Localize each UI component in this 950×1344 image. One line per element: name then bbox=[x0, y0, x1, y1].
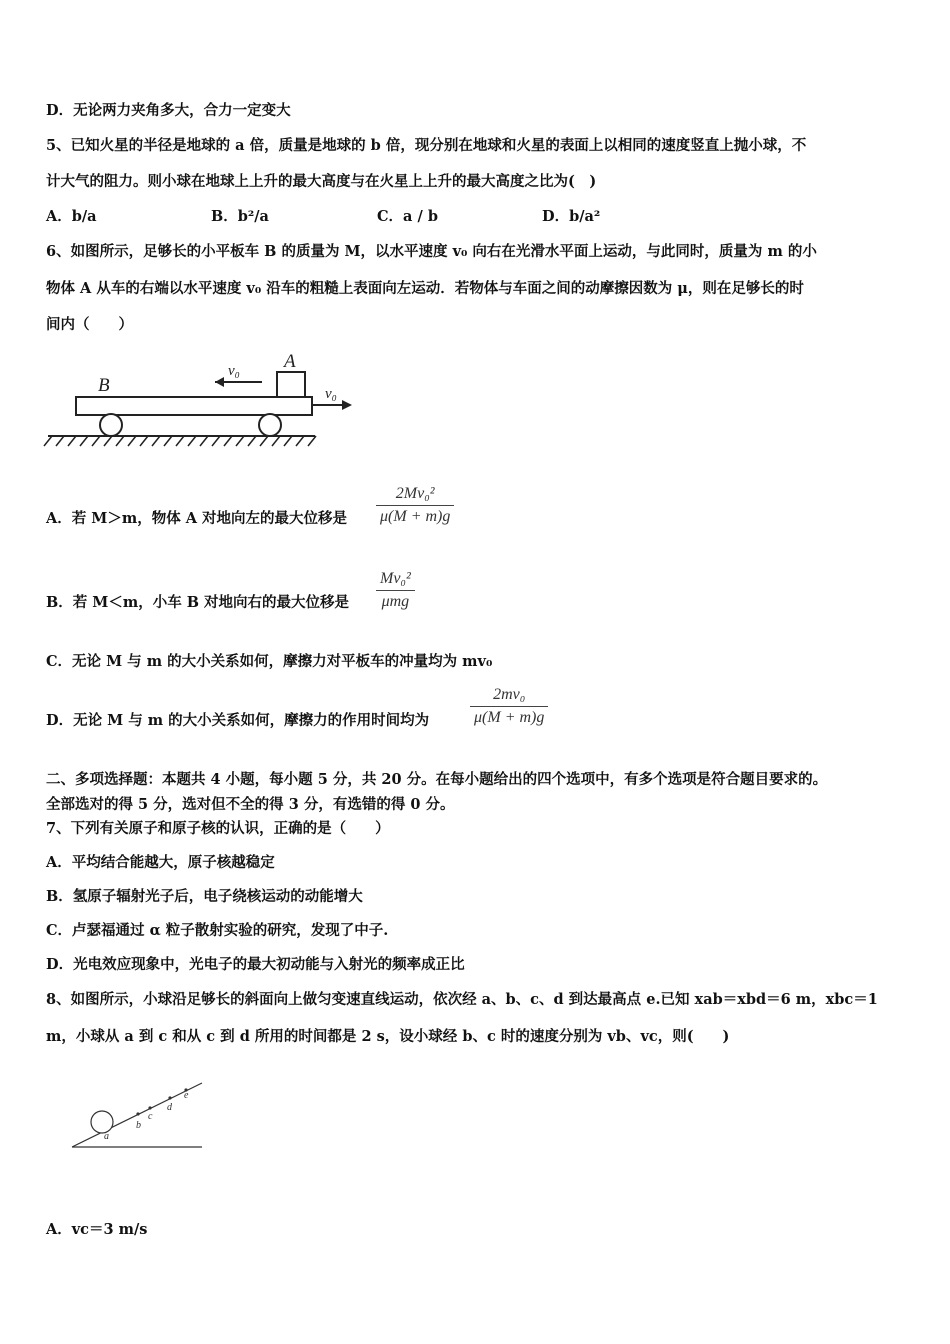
q4-option-d: D．无论两力夹角多大，合力一定变大 bbox=[46, 102, 291, 119]
q6-cart-figure bbox=[40, 345, 370, 455]
q6-option-b-fraction bbox=[376, 570, 415, 611]
q6-stem-line3: 间内（ ） bbox=[46, 316, 133, 333]
q7-option-b: B．氢原子辐射光子后，电子绕核运动的动能增大 bbox=[46, 888, 363, 905]
q6-option-b: B．若 M＜m，小车 B 对地向右的最大位移是 bbox=[46, 594, 350, 611]
fig-label-a: A bbox=[284, 351, 296, 372]
q5-option-d: D．b/a² bbox=[542, 208, 601, 225]
fig-label-e: e bbox=[184, 1090, 189, 1101]
q5-option-a: A．b/a bbox=[46, 208, 97, 225]
point-d bbox=[168, 1096, 171, 1099]
fig-label-b: B bbox=[98, 375, 110, 396]
q8-incline-figure bbox=[66, 1075, 216, 1155]
block-a bbox=[277, 372, 305, 397]
q8-stem-line2: m，小球从 a 到 c 和从 c 到 d 所用的时间都是 2 s，设小球经 b、c 时的速度分别为 vb、vc，则( ) bbox=[46, 1028, 730, 1045]
section2-heading-line2: 全部选对的得 5 分，选对但不全的得 3 分，有选错的得 0 分。 bbox=[46, 796, 455, 813]
fraction-numerator: Mv₀² bbox=[380, 570, 411, 587]
q8-option-a: A．vc＝3 m/s bbox=[46, 1221, 148, 1238]
fraction-numerator: 2Mv₀² bbox=[395, 485, 435, 502]
section2-heading-line1: 二、多项选择题：本题共 4 小题，每小题 5 分，共 20 分。在每小题给出的四个选项中，有多个选项是符合题目要求的。 bbox=[46, 771, 828, 788]
cart-wheel-right bbox=[259, 414, 281, 436]
q6-option-c: C．无论 M 与 m 的大小关系如何，摩擦力对平板车的冲量均为 mv₀ bbox=[46, 653, 493, 670]
q8-stem-line1: 8、如图所示，小球沿足够长的斜面向上做匀变速直线运动，依次经 a、b、c、d 到达最高点 e.已知 xab＝xbd＝6 m，xbc＝1 bbox=[46, 991, 878, 1008]
fraction-numerator: 2mv₀ bbox=[493, 686, 526, 703]
fig-label-v-right: v₀ bbox=[325, 386, 337, 402]
fig-label-c: c bbox=[148, 1111, 153, 1122]
point-b bbox=[136, 1112, 139, 1115]
q5-stem-line2: 计大气的阻力。则小球在地球上上升的最大高度与在火星上上升的最大高度之比为( ) bbox=[46, 173, 597, 190]
fraction-denominator: μmg bbox=[381, 593, 410, 610]
q7-option-a: A．平均结合能越大，原子核越稳定 bbox=[46, 854, 275, 871]
cart-board bbox=[76, 397, 312, 415]
fig-label-a: a bbox=[104, 1131, 109, 1142]
q6-option-a-fraction bbox=[376, 485, 454, 526]
q6-option-d: D．无论 M 与 m 的大小关系如何，摩擦力的作用时间均为 bbox=[46, 712, 430, 729]
q5-option-b: B．b²/a bbox=[211, 208, 269, 225]
fig-label-b: b bbox=[136, 1120, 141, 1131]
q6-option-d-fraction bbox=[470, 686, 548, 727]
q5-stem-line1: 5、已知火星的半径是地球的 a 倍，质量是地球的 b 倍，现分别在地球和火星的表面上以相同的速度竖直上抛小球，不 bbox=[46, 137, 807, 154]
q5-option-c: C．a / b bbox=[377, 208, 438, 225]
q6-stem-line2: 物体 A 从车的右端以水平速度 v₀ 沿车的粗糙上表面向左运动．若物体与车面之间的动摩擦因数为 μ，则在足够长的时 bbox=[46, 280, 804, 297]
q6-stem-line1: 6、如图所示，足够长的小平板车 B 的质量为 M，以水平速度 v₀ 向右在光滑水平面上运动，与此同时，质量为 m 的小 bbox=[46, 243, 817, 260]
cart-wheel-left bbox=[100, 414, 122, 436]
q7-option-c: C．卢瑟福通过 α 粒子散射实验的研究，发现了中子. bbox=[46, 922, 389, 939]
q7-stem: 7、下列有关原子和原子核的认识，正确的是（ ） bbox=[46, 820, 390, 837]
arrow-right-head bbox=[342, 400, 352, 410]
fraction-denominator: μ(M + m)g bbox=[380, 508, 451, 525]
arrow-left-head bbox=[215, 377, 224, 387]
q6-option-a: A．若 M＞m，物体 A 对地向左的最大位移是 bbox=[46, 510, 348, 527]
q7-option-d: D．光电效应现象中，光电子的最大初动能与入射光的频率成正比 bbox=[46, 956, 465, 973]
point-c bbox=[148, 1106, 151, 1109]
fig-label-v-left: v₀ bbox=[228, 363, 240, 379]
ball bbox=[91, 1111, 113, 1133]
fraction-denominator: μ(M + m)g bbox=[474, 709, 545, 726]
fig-label-d: d bbox=[167, 1102, 172, 1113]
